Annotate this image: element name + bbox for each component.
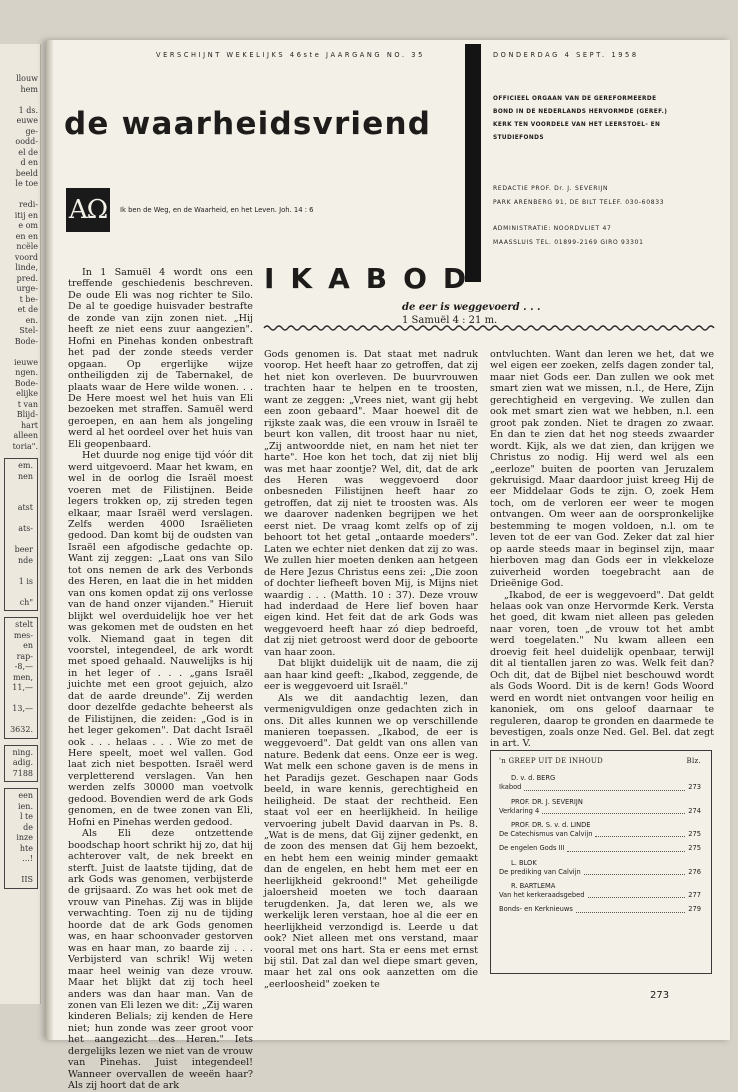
article-title: IKABOD — [264, 262, 483, 295]
fragment-line — [7, 514, 35, 525]
article-column-1 — [68, 267, 253, 1092]
toc-entry — [491, 905, 711, 919]
organ-description — [493, 93, 718, 145]
redactie-line-2: PARK ARENBERG 91, DE BILT TELEF. 030-60833 — [493, 199, 665, 206]
fragment-line: de — [23, 822, 33, 832]
fragment-line: ien. — [18, 801, 33, 811]
toc-leader — [595, 830, 685, 837]
fragment-line: beeld — [15, 168, 38, 178]
paragraph: Dat blijkt duidelijk uit de naam, die zij aan haar kind geeft: „Ikabod, zeggende, de eer is weggevoerd uit Israël." — [264, 658, 478, 693]
fragment-line — [7, 535, 35, 546]
fragment-line — [7, 566, 35, 577]
issue-date: DONDERDAG 4 SEPT. 1958 — [493, 51, 639, 59]
toc-entry — [491, 859, 711, 882]
fragment-line: hte — [19, 843, 33, 853]
fragment-line: en en — [15, 231, 38, 241]
toc-leader — [524, 783, 685, 790]
fragment-line: ats- — [18, 524, 33, 533]
newspaper-page — [46, 40, 730, 1092]
page-number: 273 — [650, 990, 670, 1001]
fragment-line — [7, 865, 35, 876]
fragment-line: itij en — [14, 210, 38, 220]
toc-entry — [491, 882, 711, 905]
fragment-line: IIS — [21, 875, 33, 884]
fragment-box — [4, 617, 38, 739]
toc-leader — [576, 905, 685, 912]
toc-page: 273 — [688, 783, 701, 792]
toc-line — [499, 807, 701, 816]
fragment-line — [0, 190, 40, 201]
fragment-line — [7, 493, 35, 504]
fragment-line — [7, 715, 35, 726]
fragment-line: een — [18, 791, 33, 800]
toc-page-col: Blz. — [686, 757, 701, 765]
toc-page: 277 — [688, 891, 701, 900]
fragment-line: ieuwe — [13, 357, 38, 367]
fragment-line: linde, — [15, 263, 38, 272]
article-column-3 — [490, 349, 714, 750]
paragraph: „Ikabod, de eer is weggevoerd". Dat geldt helaas ook van onze Hervormde Kerk. Versta het goed, dit kwam niet alleen pas geleden naar voren, toen „de vrouw tot het ambt werd toegelaten." Nu kwam alleen een droevig feit heel duidelijk openbaar, terwijl dit al tientallen jaren zo was. Welk feit dan? Och dit, dat de Bijbel niet beschouwd wordt als Gods Woord. Dit is de kern! Gods Woord werd en wordt niet ontvangen voor heilig en kanoniek, om ons geloof daarnaar te reguleren, daarop te gronden en daarmede te bevestigen, zoals onze Ned. Gel. Bel. dat zegt in art. V. — [490, 589, 714, 750]
fragment-line: inze — [16, 833, 33, 842]
divider-bar — [465, 44, 481, 282]
fragment-line: en — [23, 641, 33, 650]
administratie-line-1: ADMINISTRATIE: NOORDVLIET 47 — [493, 225, 612, 232]
toc-author: PROF. DR. J. SEVERIJN — [511, 797, 583, 806]
toc-page: 274 — [688, 806, 701, 815]
fragment-line: 3632. — [10, 725, 33, 734]
organ-line: BOND IN DE NEDERLANDS HERVORMDE (GEREF.) — [493, 109, 668, 115]
fragment-line: 11,— — [12, 683, 33, 692]
fragment-line: ngen. — [15, 368, 38, 377]
fragment-line: el de — [18, 147, 38, 157]
fragment-box — [4, 788, 38, 889]
toc-page: 275 — [688, 830, 701, 839]
fragment-block — [0, 44, 40, 452]
fragment-line: stelt — [15, 620, 33, 629]
organ-line: OFFICIEEL ORGAAN VAN DE GEREFORMEERDE — [493, 96, 657, 102]
organ-line: STUDIEFONDS — [493, 135, 544, 141]
fragment-line: 1 ds. — [18, 105, 38, 115]
fragment-line: euwe — [16, 116, 38, 125]
fragment-line: ...! — [22, 854, 33, 863]
toc-entry — [491, 844, 711, 858]
toc-entry — [491, 798, 711, 821]
paragraph: In 1 Samuël 4 wordt ons een treffende geschiedenis beschreven. De oude Eli was nog richter te Silo. De al te goedige huisvader bestrafte de zonde van zijn zonen niet. „Hij heeft ze niet eens zuur aangezien". Hofni en Pinehas konden onbestraft het pad der zonde steeds verder opgaan. Op ergerlijke wijze ontheiligden zij de Tabernakel, de plaats waar de Here wilde wonen. . . De Here moest wel het huis van Eli bezoeken met straffen. Samuël werd geroepen, en aan hem als jongeling werd al het oordeel over het huis van Eli geopenbaard. — [68, 267, 253, 450]
fragment-line: elijke — [16, 389, 38, 398]
fragment-line: alleen — [13, 431, 38, 440]
fragment-line: redi- — [19, 200, 38, 209]
toc-leader — [542, 807, 685, 814]
publication-strip: VERSCHIJNT WEKELIJKS 46ste JAARGANG NO. 35 — [156, 51, 425, 59]
fragment-line: ning. — [12, 747, 33, 757]
fragment-line: -8,— — [14, 662, 33, 671]
toc-author: L. BLOK — [511, 858, 537, 867]
toc-title: Bonds- en Kerknieuws — [499, 905, 573, 914]
fragment-line: 13,— — [12, 704, 33, 713]
fragment-line: e om — [18, 221, 38, 230]
fragment-line: et de — [17, 305, 38, 314]
paragraph: Het duurde nog enige tijd vóór dit werd uitgevoerd. Maar het kwam, en wel in de oorlog die Israël moest voeren met de Filistijnen. Beide legers trokken op, zij streden tegen elkaar, maar Israël werd verslagen. Zelfs werden 4000 Israëlieten gedood. Dan komt bij de oudsten van Israël een afgodische gedachte op. Want zij zeggen: „Laat ons van Silo tot ons nemen de ark des Verbonds des Heren, en laat die in het midden van ons komen opdat zij ons verlosse van de hand onzer vijanden." Hieruit blijkt wel overduidelijk hoe ver het was gekomen met de oudsten en het volk. Niemand gaat in tegen dit voorstel, integendeel, de ark wordt met spoed gehaald. Nauwelijks is hij in het leger of . . . „gans Israël juichte met een groot gejuich, alzo dat de aarde dreunde". Zij werden door dezelfde gedachte beheerst als de Filistijnen, die zeiden: „God is in het leger gekomen". Dat dacht Israël ook . . . helaas . . . Wie zo met de Here speelt, moet wel vallen. God laat zich niet bespotten. Israël werd verpletterend verslagen. Van hen werden zelfs 30000 man voetvolk gedood. Bovendien werd de ark Gods genomen, en de twee zonen van Eli, Hofni en Pinehas werden gedood. — [68, 450, 253, 828]
article-reference: 1 Samuël 4 : 21 m. — [402, 315, 498, 326]
toc-entry — [491, 774, 711, 797]
paragraph: ontvluchten. Want dan leren we het, dat we wel eigen eer zoeken, zelfs dagen zonder tal, maar niet Gods eer. Dan zullen we ook met smart zien wat we missen, n.l., de Here, Zijn gerechtigheid en vergeving. We zullen dan ook met smart zien wat we hebben, n.l. een groot pak zonden. Niet te dragen zo zwaar. En dan te zien dat het nog steeds zwaarder wordt. Kijk, als we dat zien, dan krijgen we Christus zo nodig. Hij werd wel als een „eerloze" buiten de poorten van Jeruzalem gekruisigd. Maar daardoor juist kreeg Hij de eer Middelaar Gods te zijn. O, zoek Hem toch, om de verloren eer weer te mogen ontvangen. Om weer aan de oorspronkelijke bestemming te mogen voldoen, n.l. om te leven tot de eer van God. Zeker dat zal hier op aarde steeds maar in beginsel zijn, maar hierboven mag dan Gods eer in vlekkeloze zuiverheid worden toegebracht aan de Drieënige God. — [490, 349, 714, 590]
toc-leader — [584, 868, 685, 875]
motto: Ik ben de Weg, en de Waarheid, en het Leven. Joh. 14 : 6 — [120, 206, 314, 214]
article-subtitle: de eer is weggevoerd . . . — [402, 302, 541, 313]
fragment-line: Stel- — [19, 326, 38, 335]
toc-author: PROF. DR. S. v. d. LINDE — [511, 821, 591, 830]
toc-entries — [491, 774, 711, 919]
toc-line — [499, 868, 701, 877]
fragment-line: l te — [19, 812, 33, 821]
fragment-line: Bode- — [14, 378, 38, 388]
fragment-line: d en — [20, 158, 38, 167]
fragment-line: nen — [17, 471, 33, 481]
fragment-line: nde — [17, 555, 33, 565]
fragment-line: ch" — [19, 597, 33, 607]
fragment-line — [7, 482, 35, 493]
toc-heading: 'n GREEP UIT DE INHOUD — [499, 757, 604, 765]
fragment-line: rap- — [16, 651, 33, 661]
fragment-line: beer — [14, 545, 33, 554]
fragment-line: ncële — [16, 242, 38, 251]
toc-line — [499, 830, 701, 839]
fragment-line: mes- — [13, 630, 33, 640]
redactie-line-1: REDACTIE PROF. Dr. J. SEVERIJN — [493, 185, 609, 192]
previous-page-text — [0, 44, 40, 889]
toc-line — [499, 783, 701, 792]
toc-line — [499, 891, 701, 900]
paragraph: Als we dit aandachtig lezen, dan vermenigvuldigen onze gedachten zich in ons. Dit alles kunnen we op verschillende manieren toepassen. „Ikabod, de eer is weggevoerd". Dat geldt van ons allen van nature. Bedenk dat eens. Onze eer is weg. Wat melk een schone gaven is de mens in het Paradijs gezet. Geschapen naar Gods beeld, in ware kennis, gerechtigheid en heiligheid. De staat der rechtheid. Een staat vol eer en heerlijkheid. In heilige vervoering jubelt David daarvan in Ps. 8. „Wat is de mens, dat Gij zijner gedenkt, en de zoon des mensen dat Gij hem bezoekt, en hebt hem een weinig minder gemaakt dan de engelen, en hebt hem met eer en heerlijkheid gekroond!" Met geheiligde jaloersheid moeten we toch daaraan terugdenken. Ja, dat leren we, als we werkelijk leren verstaan, hoe al die eer en heerlijkheid verzondigd is. Leerde u dat ook? Niet alleen met ons verstand, maar vooral met ons hart. Sta er eens met ernst bij stil. Dat zal dan wel diepe smart geven, maar het zal ons ook aanzetten om die „eerloosheid" zoeken te — [264, 692, 478, 990]
fragment-line: urge- — [16, 284, 38, 293]
table-of-contents — [490, 750, 712, 974]
fragment-line — [0, 347, 40, 358]
article-column-2 — [264, 349, 478, 1013]
fragment-line: atst — [17, 503, 33, 512]
fragment-line: 7188 — [12, 768, 33, 778]
fragment-line: Blijd- — [16, 410, 38, 419]
toc-line — [499, 844, 701, 853]
toc-page: 275 — [688, 844, 701, 853]
fragment-line: pred. — [16, 273, 38, 283]
fragment-line: hart — [21, 420, 38, 430]
fragment-line — [0, 95, 40, 106]
fragment-line: adig. — [12, 758, 33, 767]
toc-title: De Catechismus van Calvijn — [499, 830, 593, 839]
toc-page: 279 — [688, 905, 701, 914]
toc-leader — [588, 891, 686, 898]
fragment-line — [7, 694, 35, 705]
fragment-line: 1 is — [18, 576, 33, 586]
fragment-line: men, — [12, 672, 33, 682]
toc-leader — [567, 844, 685, 851]
organ-line: KERK TEN VOORDELE VAN HET LEERSTOEL- EN — [493, 122, 661, 128]
fragment-line: Bode- — [14, 336, 38, 346]
fragment-box — [4, 458, 38, 611]
fragment-box — [4, 745, 38, 783]
toc-title: Verklaring 4 — [499, 806, 540, 815]
toc-title: Van het kerkeraadsgebed — [499, 891, 585, 900]
toc-title: De prediking van Calvijn — [499, 867, 581, 876]
toc-author: R. BARTLEMA — [511, 882, 556, 891]
fragment-line: em. — [18, 461, 33, 470]
paragraph: Als Eli deze ontzettende boodschap hoort schrikt hij zo, dat hij achterover valt, de nek breekt en sterft. Juist de laatste tijding, dat de ark Gods was genomen, verbijsterde de grijsaard. Zo was het ook met de vrouw van Pinehas. Zij was in blijde verwachting. Toen zij nu de tijding hoorde dat de ark Gods genomen was, en haar schoonvader gestorven was en haar man, zo baarde zij . . . Verbijsterd van schrik! Wij weten maar heel weinig van deze vrouw. Maar het blijkt dat zij toch heel anders was dan haar man. Van de zonen van Eli lezen we dit: „Zij waren kinderen Belials; zij kenden de Here niet; hun zonde was zeer groot voor het aangezicht des Heren." Iets dergelijks lezen we niet van de vrouw van Pinehas. Juist integendeel! Wanneer overvallen de weeën haar? Als zij hoort dat de ark — [68, 828, 253, 1092]
fragment-line: en. — [25, 315, 38, 325]
toc-title: Ikabod — [499, 783, 522, 792]
toc-author: D. v. d. BERG — [511, 774, 556, 783]
fragment-line — [7, 587, 35, 598]
fragment-line: hem — [20, 84, 38, 94]
toc-title: De engelen Gods III — [499, 844, 565, 853]
alpha-omega-logo: AΩ — [66, 188, 110, 232]
previous-page-fragment — [0, 44, 41, 1004]
masthead-title: de waarheidsvriend — [64, 106, 432, 142]
administratie-line-2: MAASSLUIS TEL. 01899-2169 GIRO 93301 — [493, 239, 644, 246]
toc-header — [491, 757, 711, 774]
paragraph: Gods genomen is. Dat staat met nadruk voorop. Het heeft haar zo getroffen, dat zij het niet kon overleven. De buurvrouwen trachten haar te helpen en te troosten, want ze zeggen: „Vrees niet, want gij hebt een zoon gebaard". Maar hoewel dit de rijkste zaak was, die een vrouw in Israël te beurt kon vallen, dit troost haar nu niet, „Zij antwoordde niet, en nam het niet ter harte". Hoe kon het toch, dat zij niet blij was met haar zoontje? Wel, dit, dat de ark des Heren was weggevoerd door onbesneden Filistijnen heeft haar zo getroffen, dat zij niet te troosten was. Als we daarover nadenken begrijpen we het eerst niet. De vraag komt zelfs op of zij behoort tot het getal „ontaarde moeders". Laten we echter niet denken dat zij zo was. We zullen hier moeten denken aan hetgeen de Here Jezus Christus eens zei: „Die zoon of dochter liefheeft boven Mij, is Mijns niet waardig . . . (Matth. 10 : 37). Deze vrouw had inderdaad de Here lief boven haar eigen kind. Het feit dat de ark Gods was weggevoerd heeft haar zó diep bedroefd, dat zij niet getroost werd door de geboorte van haar zoon. — [264, 349, 478, 658]
fragment-line: le toe — [15, 179, 38, 188]
fragment-line: llouw — [16, 74, 38, 83]
fragment-line: t van — [17, 399, 38, 409]
page-gutter — [46, 40, 54, 1040]
fragment-line: t be- — [19, 294, 38, 304]
fragment-line: toria". — [12, 441, 38, 451]
toc-line — [499, 905, 701, 914]
fragment-line: ge- — [25, 126, 38, 136]
fragment-line: oodd- — [15, 137, 38, 146]
toc-entry — [491, 821, 711, 844]
fragment-line: voord — [14, 252, 38, 262]
toc-page: 276 — [688, 867, 701, 876]
wavy-rule — [264, 324, 714, 332]
